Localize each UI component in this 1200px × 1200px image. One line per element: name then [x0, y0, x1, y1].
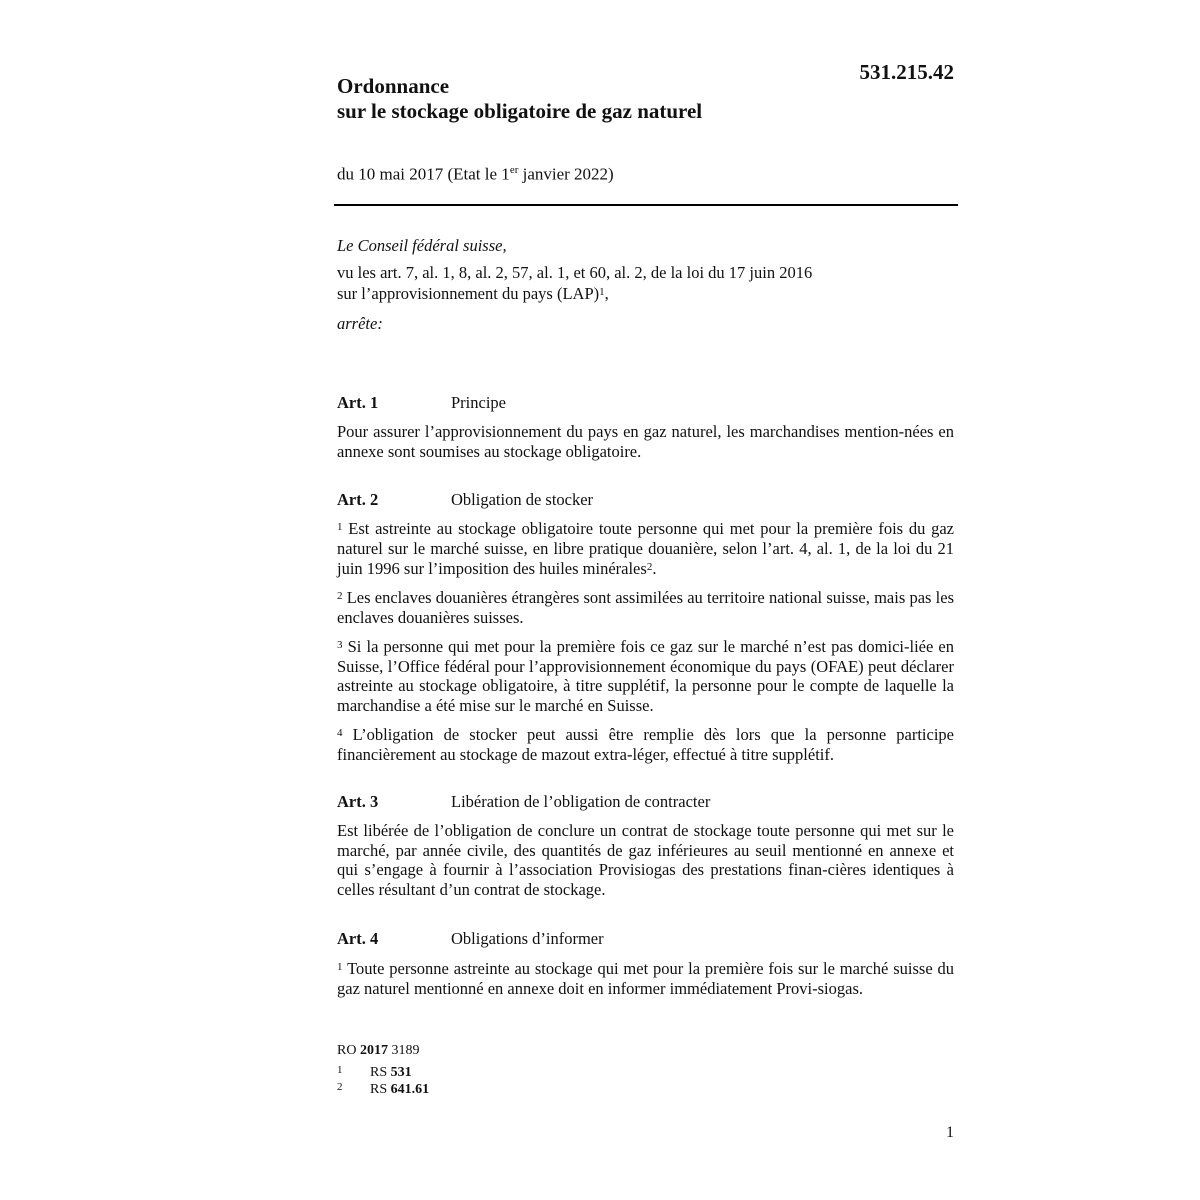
ro-year: 2017 — [359, 1043, 388, 1058]
article-heading — [337, 792, 954, 812]
header-divider — [334, 204, 958, 206]
article-number: Art. 2 — [337, 490, 379, 509]
article-paragraph: Pour assurer l’approvisionnement du pays en gaz naturel, les marchandises mention-nées en annexe sont soumises au stockage obligatoire. — [337, 422, 954, 461]
paragraph-text: Est astreinte au stockage obligatoire toute personne qui met pour la première fois du gaz naturel sur le marché suisse, en libre pratique douanière, selon l’art. 4, al. 1, de la loi du 21 juin 1996 sur l’imposition des huiles minérales — [337, 519, 954, 578]
title-line-1: Ordonnance — [337, 74, 450, 98]
paragraph-number: 2 — [337, 590, 343, 602]
article-title: Principe — [451, 393, 506, 412]
article-paragraph — [337, 518, 954, 579]
footnote-ref-link[interactable]: 641.61 — [390, 1082, 430, 1097]
footnote-prefix: RS — [370, 1065, 391, 1080]
footnote-number: 1 — [337, 1064, 343, 1076]
article-title: Obligations d’informer — [451, 929, 604, 948]
article-paragraph — [337, 587, 954, 627]
article-number: Art. 4 — [337, 929, 379, 948]
basis-line-2 — [337, 283, 954, 304]
official-compilation-ref — [337, 1044, 419, 1059]
date-text-end: janvier 2022) — [518, 164, 614, 184]
paragraph-end: . — [652, 559, 657, 578]
date-superscript: er — [509, 164, 519, 176]
preamble-authority: Le Conseil fédéral suisse, — [337, 236, 507, 255]
footnote — [337, 1080, 429, 1098]
preamble-decree: arrête: — [337, 314, 383, 333]
page-number: 1 — [946, 1124, 954, 1141]
paragraph-number: 1 — [337, 961, 343, 973]
ro-prefix: RO — [337, 1043, 360, 1058]
footnote-ref-1[interactable]: 1 — [599, 285, 605, 298]
date-line — [337, 164, 614, 185]
basis-text: sur l’approvisionnement du pays (LAP) — [337, 283, 600, 303]
basis-line-1: vu les art. 7, al. 1, 8, al. 2, 57, al. 1, et 60, al. 2, de la loi du 17 juin 2016 — [337, 263, 813, 282]
article-heading — [337, 490, 954, 510]
paragraph-text: Si la personne qui met pour la première fois ce gaz sur le marché n’est pas domici-liée en Suisse, l’Office fédéral pour l’approvisionnement économique du pays (OFAE) peut déclarer astreinte au stockage obligatoire, à titre supplétif, la personne pour le compte de laquelle la marchandise a été mise sur le marché en Suisse. — [337, 637, 954, 715]
basis-end: , — [604, 283, 609, 303]
paragraph-number: 1 — [337, 521, 343, 533]
paragraph-number: 4 — [337, 727, 343, 739]
article-heading — [337, 393, 954, 413]
article-heading — [337, 929, 954, 949]
footnote-prefix: RS — [370, 1082, 391, 1097]
article-title: Obligation de stocker — [451, 490, 594, 509]
paragraph-text: L’obligation de stocker peut aussi être remplie dès lors que la personne participe financièrement au stockage de mazout extra-léger, effectué à titre supplétif. — [337, 725, 954, 764]
date-text: du 10 mai 2017 (Etat le 1 — [337, 164, 510, 184]
ro-page: 3189 — [387, 1043, 420, 1058]
footnote-number: 2 — [337, 1081, 343, 1093]
article-paragraph — [337, 636, 954, 715]
article-number: Art. 1 — [337, 393, 379, 412]
footnote-ref-2[interactable]: 2 — [646, 561, 653, 573]
article-number: Art. 3 — [337, 792, 379, 811]
article-title: Libération de l’obligation de contracter — [451, 792, 711, 811]
paragraph-text: Les enclaves douanières étrangères sont assimilées au territoire national suisse, mais pas les enclaves douanières suisses. — [337, 588, 954, 627]
systematic-number: 531.215.42 — [859, 60, 954, 84]
footnote-ref-link[interactable]: 531 — [390, 1065, 412, 1080]
article-paragraph — [337, 724, 954, 764]
article-paragraph — [337, 958, 954, 998]
footnote — [337, 1063, 412, 1081]
paragraph-text: Toute personne astreinte au stockage qui met pour la première fois sur le marché suisse du gaz naturel mentionné en annexe doit en informer immédiatement Provi-siogas. — [337, 959, 954, 998]
paragraph-number: 3 — [337, 639, 343, 651]
title-line-2: sur le stockage obligatoire de gaz naturel — [337, 99, 703, 123]
preamble-basis — [337, 263, 954, 303]
page-title — [337, 74, 702, 124]
article-paragraph: Est libérée de l’obligation de conclure un contrat de stockage toute personne qui met sur le marché, par année civile, des quantités de gaz inférieures au seuil mentionné en annexe et qui s’engage à fournir à l’association Provisiogas des prestations finan-cières identiques à celles résultant d’un contrat de stockage. — [337, 821, 954, 899]
